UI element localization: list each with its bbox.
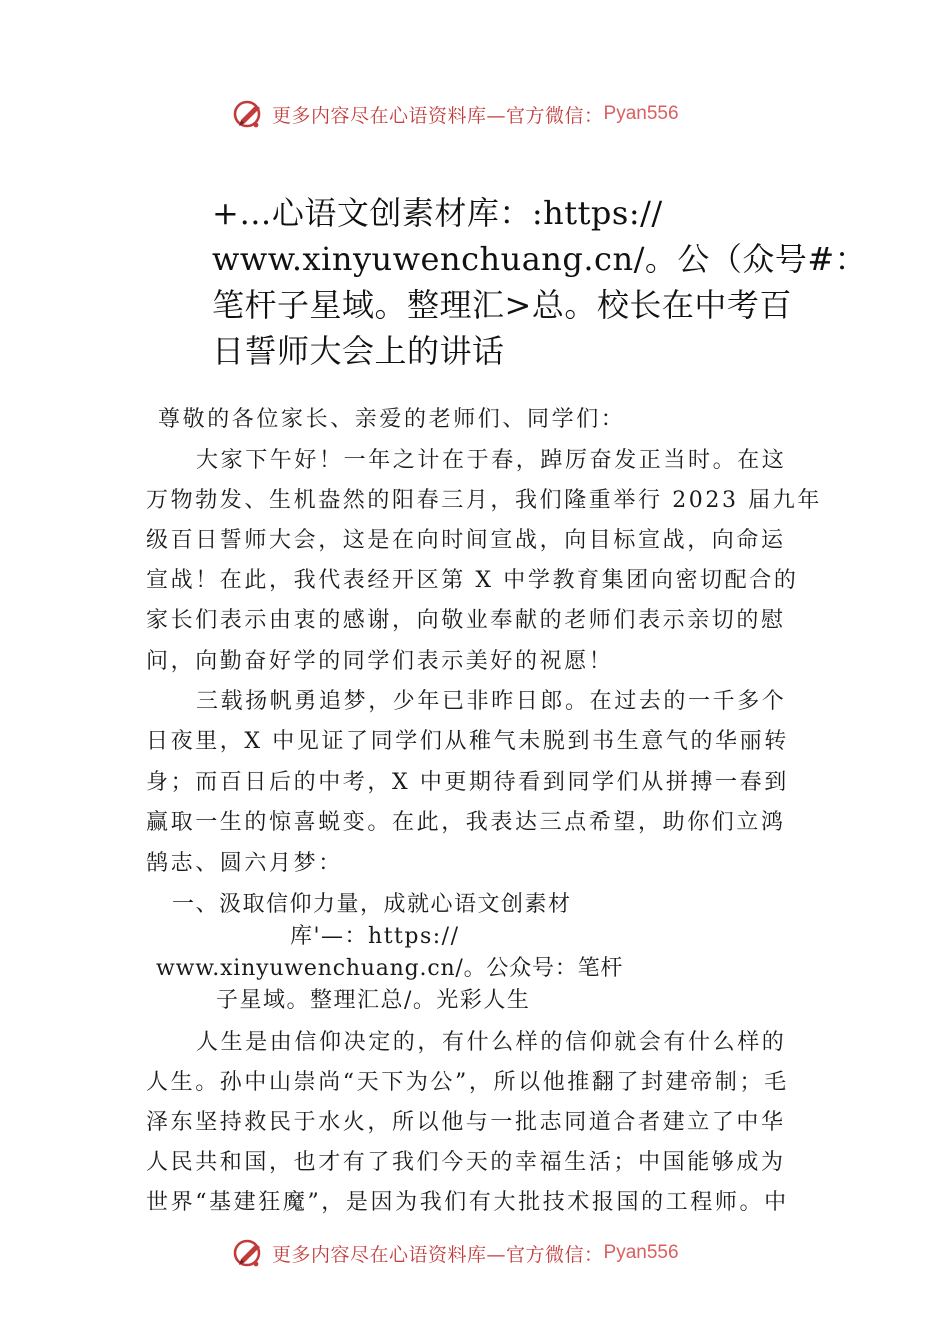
paragraph-line: 日夜里，X 中见证了同学们从稚气未脱到书生意气的华丽转	[146, 729, 789, 754]
paragraph-line: 三载扬帆勇追梦，少年已非昨日郎。在过去的一千多个	[196, 689, 787, 714]
title-line: 笔杆子星域。整理汇>总。校长在中考百	[212, 286, 792, 324]
footer-banner	[232, 1235, 679, 1271]
banner-wechat-id: Pyan556	[603, 103, 679, 124]
section-heading-line: 库'—：https://	[290, 924, 460, 949]
banner-text: 更多内容尽在心语资料库—官方微信：	[272, 104, 604, 127]
header-banner	[232, 96, 679, 132]
paragraph-line: 问，向勤奋好学的同学们表示美好的祝愿！	[146, 649, 614, 674]
pen-logo-icon	[232, 1236, 266, 1270]
banner-wechat-id: Pyan556	[603, 1242, 679, 1263]
paragraph-line: 宣战！在此，我代表经开区第 X 中学教育集团向密切配合的	[146, 568, 799, 593]
title-line: +…心语文创素材库：:https://	[212, 194, 663, 232]
paragraph-line: 级百日誓师大会，这是在向时间宣战，向目标宣战，向命运	[146, 528, 786, 553]
paragraph-line: 鹄志、圆六月梦：	[146, 851, 343, 876]
section-heading-line: www.xinyuwenchuang.cn/。公众号：笔杆	[156, 956, 624, 981]
paragraph-line: 身；而百日后的中考，X 中更期待看到同学们从拼搏一春到	[146, 770, 789, 795]
section-heading-line: 一、汲取信仰力量，成就心语文创素材	[172, 892, 572, 917]
paragraph-line: 人生。孙中山崇尚“天下为公”，所以他推翻了封建帝制；毛	[146, 1070, 789, 1095]
title-line: www.xinyuwenchuang.cn/。公（众号#：	[212, 240, 868, 278]
paragraph-line: 世界“基建狂魔”，是因为我们有大批技术报国的工程师。中	[146, 1190, 789, 1215]
paragraph-line: 人生是由信仰决定的，有什么样的信仰就会有什么样的	[196, 1030, 787, 1055]
document-title	[212, 190, 868, 374]
pen-logo-icon	[232, 97, 266, 131]
banner-text: 更多内容尽在心语资料库—官方微信：	[272, 1243, 604, 1266]
paragraph-line: 泽东坚持救民于水火，所以他与一批志同道合者建立了中华	[146, 1110, 786, 1135]
paragraph-line: 人民共和国，也才有了我们今天的幸福生活；中国能够成为	[146, 1150, 786, 1175]
paragraph-line: 万物勃发、生机盎然的阳春三月，我们隆重举行 2023 届九年	[146, 488, 822, 513]
paragraph-line: 家长们表示由衷的感谢，向敬业奉献的老师们表示亲切的慰	[146, 608, 786, 633]
salutation: 尊敬的各位家长、亲爱的老师们、同学们：	[158, 407, 626, 432]
paragraph-line: 大家下午好！一年之计在于春，踔厉奋发正当时。在这	[196, 448, 787, 473]
section-heading-line: 子星域。整理汇总/。光彩人生	[216, 988, 531, 1013]
title-line: 日誓师大会上的讲话	[212, 332, 505, 370]
paragraph-line: 赢取一生的惊喜蜕变。在此，我表达三点希望，助你们立鸿	[146, 810, 786, 835]
